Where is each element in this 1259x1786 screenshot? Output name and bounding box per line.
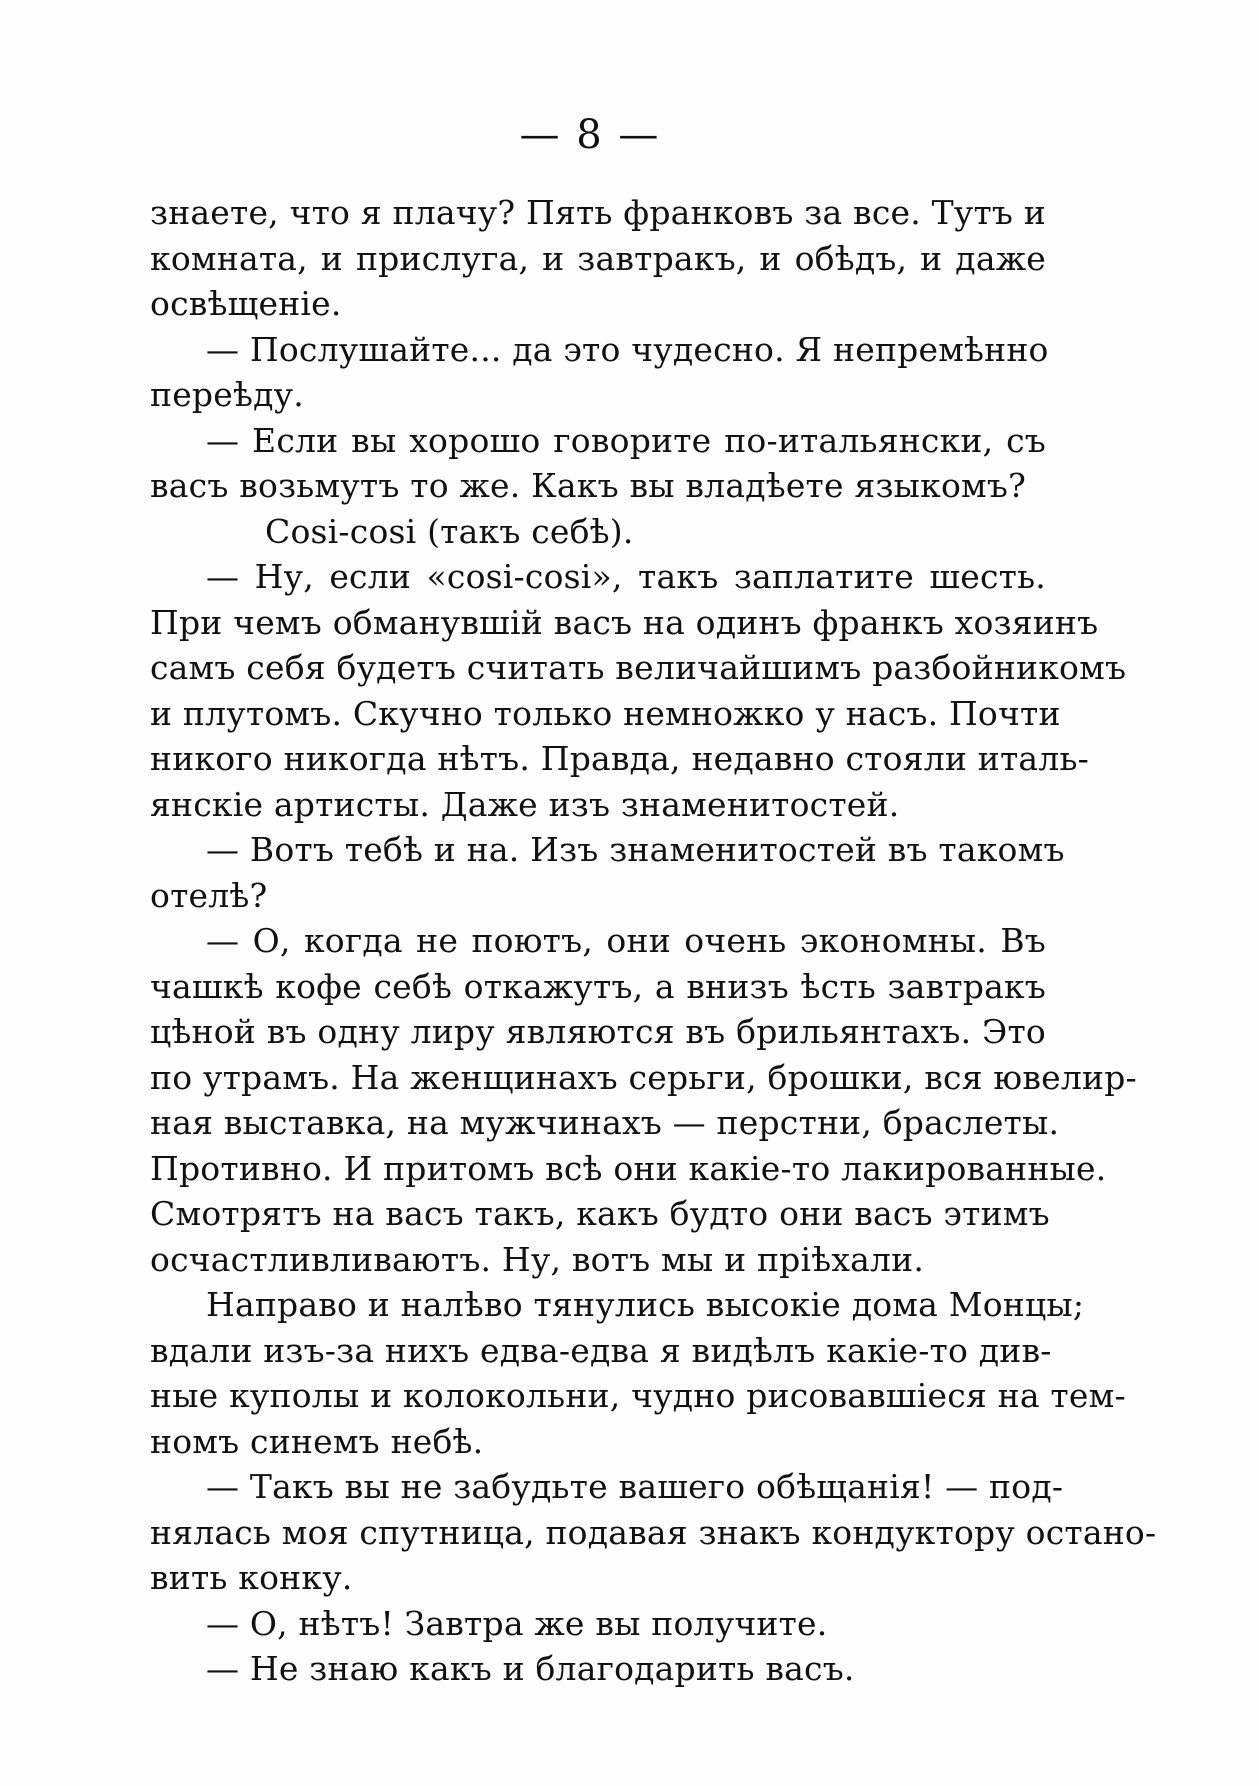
text-line: и плутомъ. Скучно только немножко у насъ. Почти <box>150 693 1061 733</box>
text-line: — Вотъ тебѣ и на. Изъ знаменитостей въ такомъ <box>206 830 1065 869</box>
text-line: — Не знаю какъ и благодарить васъ. <box>206 1649 855 1688</box>
text-line: — Ну, если «cosi-cosi», такъ заплатите шесть. <box>206 557 1046 596</box>
text-line: самъ себя будетъ считать величайшимъ разбойникомъ <box>150 648 1127 687</box>
text-line: Смотрятъ на васъ такъ, какъ будто они васъ этимъ <box>150 1194 1050 1233</box>
text-line: осчастливливаютъ. Ну, вотъ мы и прiѣхали. <box>150 1239 925 1279</box>
text-line: васъ возьмутъ то же. Какъ вы владѣете языкомъ? <box>150 466 1026 505</box>
text-line: вдали изъ-за нихъ едва-едва я видѣлъ какiе-то див- <box>150 1330 1052 1370</box>
text-line: номъ синемъ небѣ. <box>150 1421 484 1461</box>
text-line: вить конку. <box>150 1558 353 1597</box>
text-line: Противно. И притомъ всѣ они какiе-то лакированные. <box>150 1148 1107 1188</box>
text-line: — Послушайте... да это чудесно. Я непремѣнно <box>206 329 1049 369</box>
body-text <box>150 190 1157 1692</box>
text-line: по утрамъ. На женщинахъ серьги, брошки, вся ювелир- <box>150 1057 1137 1097</box>
text-line: — Такъ вы не забудьте вашего обѣщанiя! — под- <box>206 1467 1064 1506</box>
text-line: — О, когда не поютъ, они очень экономны. Въ <box>206 921 1046 960</box>
text-line: При чемъ обманувшiй васъ на одинъ франкъ хозяинъ <box>150 602 1099 642</box>
text-line: — О, нѣтъ! Завтра же вы получите. <box>206 1603 828 1643</box>
text-line: Направо и налѣво тянулись высокiе дома Монцы; <box>206 1285 1085 1324</box>
text-line: отелѣ? <box>150 875 268 915</box>
text-line: — Если вы хорошо говорите по-итальянски, съ <box>206 420 1046 460</box>
page-number: — 8 — <box>519 112 661 158</box>
text-line: комната, и прислуга, и завтракъ, и обѣдъ, и даже <box>150 238 1046 278</box>
text-line: переѣду. <box>150 375 304 414</box>
text-line: никого никогда нѣтъ. Правда, недавно стояли италь- <box>150 739 1089 778</box>
text-line: Cosi-cosi (такъ себѣ). <box>265 511 634 551</box>
text-line: ные куполы и колокольни, чудно рисовавшiеся на тем- <box>150 1376 1126 1415</box>
text-line: ная выставка, на мужчинахъ — перстни, браслеты. <box>150 1103 1060 1142</box>
text-line: нялась моя спутница, подавая знакъ кондуктору остано- <box>150 1512 1157 1552</box>
text-line: знаете, что я плачу? Пять франковъ за все. Тутъ и <box>150 193 1046 232</box>
text-line: чашкѣ кофе себѣ откажутъ, а внизъ ѣсть завтракъ <box>150 966 1046 1006</box>
text-line: янскiе артисты. Даже изъ знаменитостей. <box>150 784 900 824</box>
text-line: цѣной въ одну лиру являются въ брильянтахъ. Это <box>150 1012 1046 1051</box>
text-line: освѣщенiе. <box>150 284 342 323</box>
